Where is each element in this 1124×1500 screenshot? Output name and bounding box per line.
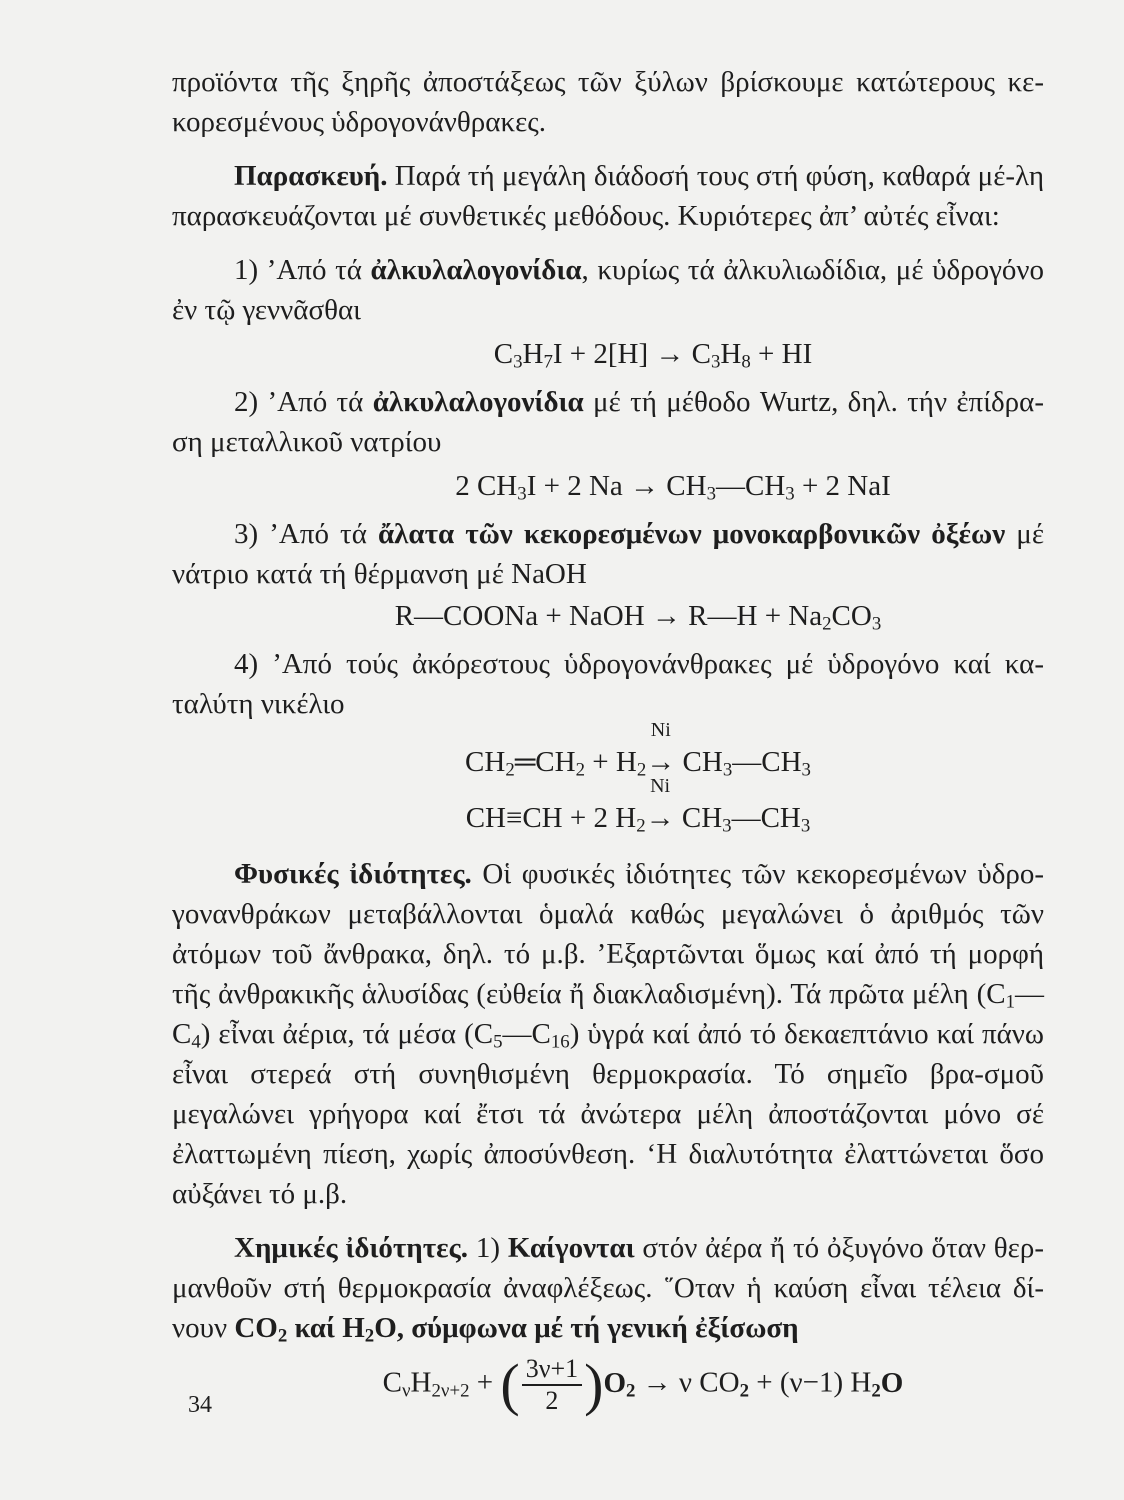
preparation-heading: Παρασκευή. bbox=[234, 160, 388, 192]
intro-text: προϊόντα τῆς ξηρῆς ἀποστάξεως τῶν ξύλων βρίσκουμε κατώτερους κε-κορεσμένους ὑδρογονάνθρακες. bbox=[172, 66, 1044, 138]
method-3 bbox=[172, 514, 1044, 594]
method-3-keyword: ἄλατα τῶν κεκορεσμένων μονοκαρβονικῶν ὀξέων bbox=[377, 518, 1006, 550]
method-1-keyword: ἀλκυλαλογονίδια bbox=[370, 254, 582, 286]
intro-paragraph bbox=[172, 62, 1044, 142]
method-1 bbox=[172, 250, 1044, 330]
nickel-catalyst-arrow: Ni → bbox=[645, 775, 675, 834]
method-2-number: 2) ’Από τά bbox=[234, 386, 373, 418]
combustion-equation: $C_\nu H_{2\nu+2}$ + ( $\frac{3\nu+1}{2}$ )$O_2 \to \nu$ $CO_2 + (\nu-1)$ $H_2O$ bbox=[382, 1352, 904, 1417]
equation-1: $C_3H_7I + 2[H] \to C_3H_8$ + HI bbox=[493, 338, 813, 373]
method-1-number: 1) ’Από τά bbox=[234, 254, 371, 286]
combustion-keyword: Καίγονται bbox=[507, 1232, 635, 1264]
chemical-properties-heading: Χημικές ἰδιότητες. bbox=[234, 1232, 469, 1264]
equation-4: $CH_2═CH_2 + H_2$ Ni → $CH_3—CH_3$ bbox=[465, 719, 811, 781]
page-number: 34 bbox=[188, 1392, 212, 1418]
equation-3: R—COONa + NaOH → R—H + $Na_2CO_3$ bbox=[394, 600, 882, 635]
nickel-catalyst-arrow: Ni → bbox=[646, 719, 676, 778]
preparation-text: Παρά τή μεγάλη διάδοσή τους στή φύση, καθαρά μέ-λη παρασκευάζονται μέ συνθετικές μεθόδους. Κυριότερες ἀπ’ αὐτές εἶναι: bbox=[172, 160, 1044, 232]
method-2-keyword: ἀλκυλαλογονίδια bbox=[372, 386, 584, 418]
equation-5: CH≡CH + 2 $H_2$ Ni → $CH_3—CH_3$ bbox=[465, 775, 811, 837]
method-4-text: 4) ’Από τούς ἀκόρεστους ὑδρογονάνθρακες μέ ὑδρογόνο καί κα-ταλύτη νικέλιο bbox=[172, 648, 1044, 720]
preparation-paragraph bbox=[172, 156, 1044, 236]
chemical-properties-paragraph: Χημικές ἰδιότητες. 1) Καίγονται στόν ἀέρα ἤ τό ὀξυγόνο ὅταν θερ-μανθοῦν στή θερμοκρασία ἀναφλέξεως. ῞Οταν ἡ καύση εἶναι τέλεια δί-νουν $CO_2$ καί $H_2O$, σύμφωνα μέ τή γενική ἐξίσωση bbox=[172, 1232, 1044, 1347]
method-2 bbox=[172, 382, 1044, 462]
body-text bbox=[172, 62, 1044, 1424]
method-2-text: μέ τή μέθοδο Wurtz, δηλ. τήν ἐπίδρα-ση μεταλλικοῦ νατρίου bbox=[172, 386, 1044, 458]
method-3-text: μέ νάτριο κατά τή θέρμανση μέ NaOH bbox=[172, 518, 1044, 590]
fraction: $\frac{3\nu+1}{2}$ bbox=[522, 1354, 582, 1416]
equation-2: 2 $CH_3I + 2$ $Na \to CH_3—CH_3 + 2$ NaI bbox=[455, 470, 891, 505]
physical-properties-paragraph: Φυσικές ἰδιότητες. Οἱ φυσικές ἰδιότητες τῶν κεκορεσμένων ὑδρο-γονανθράκων μεταβάλλονται ὁμαλά καθώς μεγαλώνει ὁ ἀριθμός τῶν ἀτόμων τοῦ ἄνθρακα, δηλ. τό μ.β. ’Εξαρτῶνται ὅμως καί ἀπό τή μορφή τῆς ἀνθρακικῆς ἁλυσίδας (εὐθεία ἤ διακλαδισμένη). Τά πρῶτα μέλη $(C_1—C_4)$ εἶναι ἀέρια, τά μέσα $(C_5—C_{16})$ ὑγρά καί ἀπό τό δεκαεπτάνιο καί πάνω εἶναι στερεά στή συνηθισμένη θερμοκρασία. Τό σημεῖο βρα-σμοῦ μεγαλώνει γρήγορα καί ἔτσι τά ἀνώτερα μέλη ἀποστάζονται μόνο σέ ἐλαττωμένη πίεση, χωρίς ἀποσύνθεση. ‘Η διαλυτότητα ἐλαττώνεται ὅσο αὐξάνει τό μ.β. bbox=[172, 858, 1044, 1210]
method-1-text: , κυρίως τά ἀλκυλιωδίδια, μέ ὑδρογόνο ἐν τῷ γεννᾶσθαι bbox=[172, 254, 1045, 326]
method-3-number: 3) ’Από τά bbox=[234, 518, 378, 550]
physical-properties-heading: Φυσικές ἰδιότητες. bbox=[234, 858, 472, 890]
method-4 bbox=[172, 644, 1044, 724]
